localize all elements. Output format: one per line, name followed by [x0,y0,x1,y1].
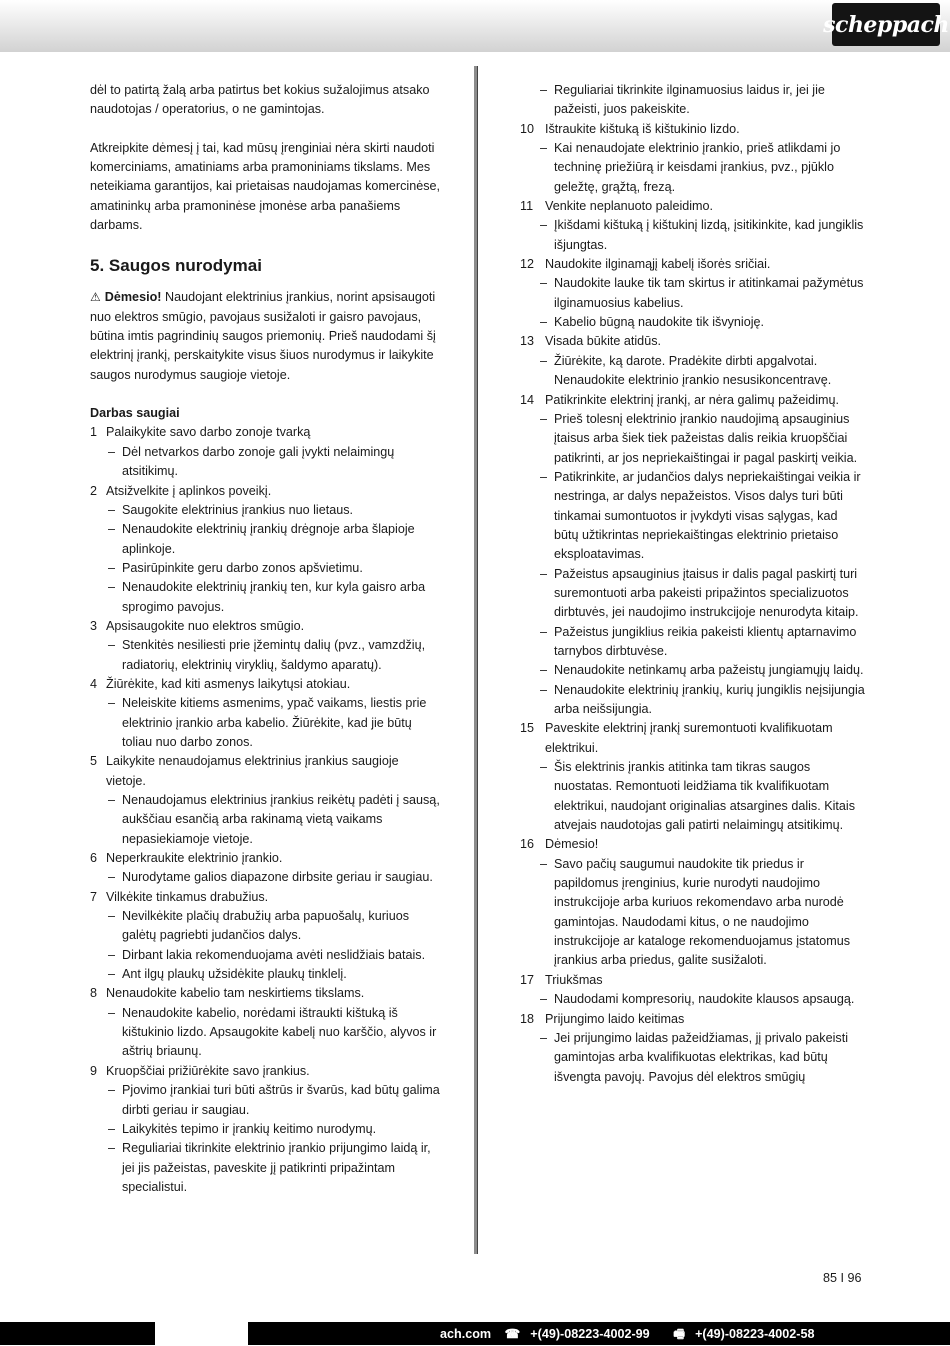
item-text: Neperkraukite elektrinio įrankio. [106,851,283,866]
footer-contact [440,1325,834,1346]
dash-bullet: – [108,909,116,924]
dash-bullet: – [108,580,116,595]
left-item-list [90,423,440,1197]
sub-item [90,694,440,752]
dash-bullet: – [108,502,116,517]
sub-item-text: Naudokite lauke tik tam skirtus ir atitinkamai pažymėtus ilginamuosius kabelius. [554,276,864,310]
item-text: Kruopščiai prižiūrėkite savo įrankius. [106,1063,310,1078]
warning-paragraph [90,288,440,385]
dash-bullet: – [108,522,116,537]
sub-item [90,907,440,946]
sub-item [90,965,440,984]
dash-bullet: – [108,793,116,807]
list-item [520,391,865,410]
dash-bullet: – [540,760,548,775]
item-text: Vilkėkite tinkamus drabužius. [106,889,269,904]
sub-item [90,868,440,887]
sub-item-text: Stenkitės nesiliesti prie įžemintų dalių (pvz., vamzdžių, radiatorių, elektrinių viryklių, šaldymo aparatų). [122,638,426,672]
sub-item [90,443,440,482]
sub-item-text: Neleiskite kitiems asmenims, ypač vaikams, liestis prie elektrinio įrankio arba kabelio. Žiūrėkite, kad jie būtų toliau nuo darbo zonos. [122,696,427,749]
sub-item-text: Laikykitės tepimo ir įrankių keitimo nurodymų. [122,1121,377,1136]
website-text: ach.com [440,1327,492,1341]
sub-item-text: Nenaudokite kabelio, norėdami ištraukti kištuką iš kištukinio lizdo. Apsaugokite kabelį nuo karščio, alyvos ir aštrių briaunų. [122,1005,437,1059]
item-number: 1 [90,425,98,440]
dash-bullet: – [108,947,116,962]
list-item [90,752,440,791]
dash-bullet: – [540,663,548,678]
sub-item-text: Prieš tolesnį elektrinio įrankio naudojimą apsauginius įtaisus arba šiek tiek pažeistas dalis reikia kruopščiai patikrinti, ar jos nepriekaištingai ir pagal paskirtį veikia. [554,411,858,465]
column-divider [474,66,478,1254]
item-text: Žiūrėkite, kad kiti asmenys laikytųsi atokiau. [106,676,351,691]
item-text: Triukšmas [545,972,603,987]
list-item [90,888,440,907]
dash-bullet: – [540,856,548,871]
dash-bullet: – [108,560,116,575]
sub-item-text: Pasirūpinkite geru darbo zonos apšvietimu. [122,560,363,575]
dash-bullet: – [540,682,548,697]
sub-item [90,946,440,965]
warning-label: Dėmesio! [104,290,162,305]
item-number: 2 [90,483,98,498]
right-lead-list [520,81,865,120]
item-text: Ištraukite kištuką iš kištukinio lizdo. [545,121,740,136]
dash-bullet: – [108,1083,116,1098]
sub-item-text: Saugokite elektrinius įrankius nuo lietaus. [122,502,354,517]
dash-bullet: – [108,967,116,982]
dash-bullet: – [108,1005,116,1020]
sub-item-text: Nenaudojamus elektrinius įrankius reikėtų padėti į sausą, aukščiau esančią arba rakinamą vietą vaikams nepasiekiamoje vietoje. [122,793,440,846]
dash-bullet: – [540,315,548,330]
sub-item-text: Nurodytame galios diapazone dirbsite geriau ir saugiau. [122,870,433,885]
list-item [520,971,865,990]
sub-item-text: Ant ilgų plaukų užsidėkite plaukų tinklelį. [122,967,347,982]
sub-item-text: Nevilkėkite plačių drabužių arba papuošalų, kuriuos galėtų pagriebti judančios dalys. [122,909,410,943]
item-text: Apsisaugokite nuo elektros smūgio. [106,618,305,633]
sub-item-text: Nenaudokite elektrinių įrankių drėgnoje arba šlapioje aplinkoje. [122,522,415,556]
item-number: 8 [90,986,98,1001]
item-number: 13 [520,334,535,349]
sub-item [520,216,865,255]
item-text: Dėmesio! [545,837,599,852]
sub-item-text: Žiūrėkite, ką darote. Pradėkite dirbti apgalvotai. Nenaudokite elektrinio įrankio nesusikoncentravę. [554,353,832,388]
sub-item-text: Reguliariai tikrinkite ilginamuosius laidus ir, jei jie pažeisti, juos pakeiskite. [554,83,825,117]
item-text: Palaikykite savo darbo zonoje tvarką [106,425,311,440]
phone-number: +(49)-08223-4002-99 [530,1327,650,1341]
scheppach-logo [823,3,949,46]
dash-bullet: – [540,624,548,639]
item-text: Naudokite ilginamąjį kabelį išorės sričiai. [545,257,771,272]
sub-item-text: Naudodami kompresorių, naudokite klausos apsaugą. [554,992,855,1007]
item-text: Paveskite elektrinį įrankį suremontuoti kvalifikuotam elektrikui. [545,721,833,755]
list-item [90,423,440,442]
list-item [520,255,865,274]
sub-item [520,681,865,720]
item-text: Venkite neplanuoto paleidimo. [545,199,714,214]
sub-item-text: Pažeistus jungiklius reikia pakeisti klientų aptarnavimo tarnybos dirbtuvėse. [554,624,857,658]
dash-bullet: – [540,276,548,291]
dash-bullet: – [108,696,116,711]
subheading: Darbas saugiai [90,406,180,421]
header-bar [0,0,950,52]
fax-number: +(49)-08223-4002-58 [695,1327,815,1341]
item-text: Nenaudokite kabelio tam neskirtiems tikslams. [106,986,365,1001]
fax-icon: 🖷 [673,1327,686,1341]
item-number: 9 [90,1063,98,1078]
sub-item-text: Nenaudokite elektrinių įrankių ten, kur kyla gaisro arba sprogimo pavojus. [122,580,426,614]
sub-item-text: Nenaudokite netinkamų arba pažeistų jungiamųjų laidų. [554,663,864,678]
list-item [520,719,865,758]
item-number: 15 [520,721,535,736]
item-number: 6 [90,851,98,866]
sub-item [520,352,865,391]
sub-item [520,855,865,971]
list-item [520,835,865,854]
list-item [90,617,440,636]
sub-item-text: Įkišdami kištuką į kištukinį lizdą, įsitikinkite, kad jungiklis išjungtas. [554,218,864,252]
dash-bullet: – [540,353,548,368]
list-item [90,482,440,501]
logo-text: scheppach [823,11,949,38]
sub-item-text: Šis elektrinis įrankis atitinka tam tikras saugos nuostatas. Remontuoti leidžiama tik kvalifikuotam elektrikui, naudojant originalias atsargines dalis. Kitais atvejais naudotojas gali patirti nelaimingų atsitikimų. [554,760,856,833]
item-text: Visada būkite atidūs. [545,334,661,349]
sub-item-text: Pažeistus apsauginius įtaisus ir dalis pagal paskirtį turi suremontuoti arba pakeisti pripažintos specializuotos dirbtuvės, jei naudojimo instrukcijoje nenurodyta kitaip. [554,566,859,620]
item-text: Laikykite nenaudojamus elektrinius įrankius saugioje vietoje. [106,754,399,788]
dash-bullet: – [108,638,116,653]
sub-item [90,578,440,617]
section-title: 5. Saugos nurodymai [90,256,262,276]
sub-item [90,559,440,578]
dash-bullet: – [540,566,548,581]
item-number: 12 [520,257,535,272]
sub-item [520,565,865,623]
right-item-list [520,120,865,1087]
sub-item [90,1081,440,1120]
dash-bullet: – [108,1121,116,1136]
dash-bullet: – [108,870,116,885]
dash-bullet: – [540,141,548,156]
intro-paragraph-2: Atkreipkite dėmesį į tai, kad mūsų įrenginiai nėra skirti naudoti komerciniams, amatiniams arba pramoniniams tikslams. Mes neteikiama garantijos, kai prietaisas naudojamas komercinėse, amatininkų arba pramoninėse įmonėse arba panašiems darbams. [90,140,441,233]
item-text: Prijungimo laido keitimas [545,1011,685,1026]
dash-bullet: – [108,444,116,459]
list-item [520,332,865,351]
sub-item [520,468,865,565]
sub-item [90,520,440,559]
sub-item [90,1004,440,1062]
item-number: 14 [520,392,535,407]
list-item [90,849,440,868]
item-text: Atsižvelkite į aplinkos poveikį. [106,483,272,498]
sub-item-text: Reguliariai tikrinkite elektrinio įrankio prijungimo laidą ir, jei jis pažeistas, paveskite jį patikrinti pripažintam specialistui. [122,1141,431,1194]
sub-item [90,636,440,675]
list-item [90,1062,440,1081]
sub-item [520,1029,865,1087]
sub-item [520,274,865,313]
list-item [520,197,865,216]
left-column [90,81,440,1197]
list-item [90,984,440,1003]
sub-item-text: Dirbant lakia rekomenduojama avėti neslidžiais batais. [122,947,426,962]
dash-bullet: – [540,469,548,484]
right-column [520,81,865,1087]
dash-bullet: – [540,83,548,97]
sub-item [90,791,440,849]
sub-item [90,1120,440,1139]
sub-item [520,990,865,1009]
sub-item-text: Jei prijungimo laidas pažeidžiamas, jį privalo pakeisti gamintojas arba kvalifikuotas elektrikas, kad būtų išvengta pavojų. Pavojus dėl elektros smūgių [554,1030,848,1084]
sub-item-text: Pjovimo įrankiai turi būti aštrūs ir švarūs, kad būtų galima dirbti geriau ir saugiau. [122,1083,440,1117]
sub-item-text: Kai nenaudojate elektrinio įrankio, prieš atlikdami jo techninę priežiūrą ir keisdami įrankius, pvz., pjūklo geležtę, grąžtą, frezą. [554,141,841,194]
list-item [520,120,865,139]
sub-item [520,661,865,680]
sub-item-text: Savo pačių saugumui naudokite tik priedus ir papildomus įrenginius, kurie nurodyti naudojimo instrukcijoje arba kuriuos rekomendavo arba nurodė gamintojas. Naudodami kitus, o ne naudojimo instrukcijoje ar kataloge rekomenduojamus įstatomus įrankius arba priedus, galite susižaloti. [554,856,851,968]
item-number: 4 [90,676,98,691]
list-item [520,1010,865,1029]
dash-bullet: – [540,992,548,1007]
item-number: 17 [520,972,535,987]
item-number: 16 [520,837,535,852]
item-number: 10 [520,121,535,136]
item-number: 5 [90,754,98,769]
warning-text: Naudojant elektrinius įrankius, norint apsisaugoti nuo elektros smūgio, pavojaus susižaloti ir gaisro pavojaus, būtina imtis pagrindinių saugos priemonių. Prieš naudodami šį elektrinį įrankį, perskaitykite visus šiuos nurodymus ir laikykite saugos nurodymus saugioje vietoje. [90,290,436,382]
sub-item-text: Nenaudokite elektrinių įrankių, kurių jungiklis neįsijungia arba neišsijungia. [554,682,865,716]
item-number: 7 [90,889,98,904]
item-text: Patikrinkite elektrinį įrankį, ar nėra galimų pažeidimų. [545,392,839,407]
sub-item [520,139,865,197]
dash-bullet: – [108,1141,116,1156]
intro-paragraph-1: dėl to patirtą žalą arba patirtus bet kokius sužalojimus atsako naudotojas / operatorius, o ne gamintojas. [90,83,430,117]
sub-item [520,313,865,332]
sub-item [520,623,865,662]
sub-item [520,758,865,835]
warning-triangle-icon: ⚠ [90,290,101,305]
page-number: 85 I 96 [823,1271,862,1285]
sub-item-text: Dėl netvarkos darbo zonoje gali įvykti nelaimingų atsitikimų. [122,444,395,479]
item-number: 11 [520,199,534,214]
sub-item [520,81,865,120]
footer-white-block [155,1322,248,1345]
dash-bullet: – [540,411,548,426]
dash-bullet: – [540,218,548,233]
list-item [90,675,440,694]
sub-item-text: Patikrinkite, ar judančios dalys nepriekaištingai veikia ir nestringa, ar dalys nepažeistos. Visos dalys turi būti tinkamai sumontuotos ir įvykdyti visas sąlygas, kad būtų užtikrintas nepriekaištingas elektrinio prietaiso eksploatavimas. [554,469,861,562]
item-number: 18 [520,1011,535,1026]
sub-item [90,1139,440,1197]
sub-item-text: Kabelio būgną naudokite tik išvynioję. [554,315,765,330]
phone-icon: ☎ [504,1327,521,1341]
dash-bullet: – [540,1030,548,1045]
sub-item [90,501,440,520]
sub-item [520,410,865,468]
item-number: 3 [90,618,98,633]
